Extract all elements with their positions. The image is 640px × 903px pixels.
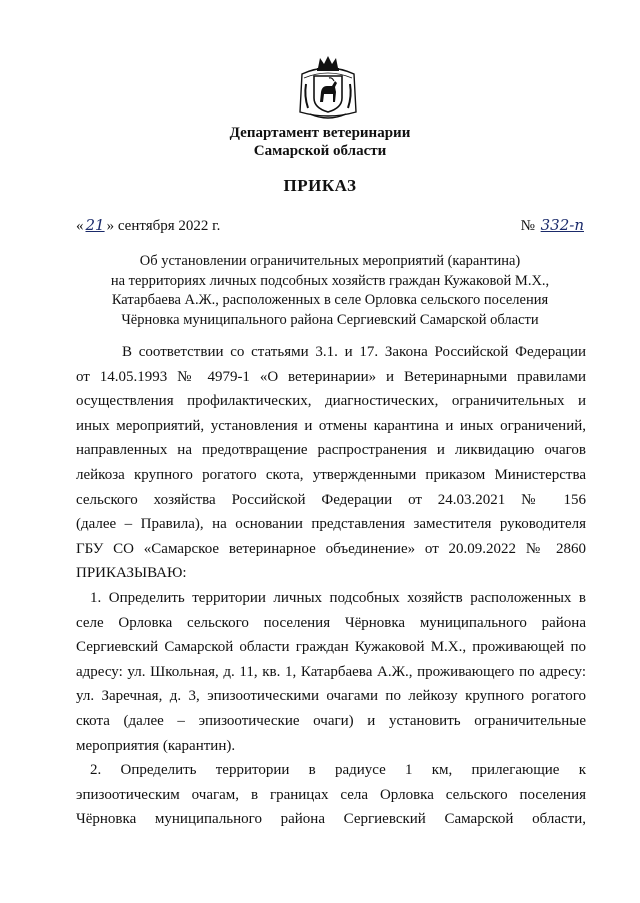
coat-of-arms-icon [296,54,360,122]
text-line: В соответствии со статьями 3.1. и 17. Закона Российской Федерации [122,344,586,360]
text-line: от 14.05.1993 № 4979-1 «О ветеринарии» и Ветеринарными правилами [76,368,586,385]
text-line: 2. Определить территории в радиусе 1 км, прилегающие к [90,762,586,778]
order-number-value: 332-п [540,216,584,234]
text-line: адресу: ул. Школьная, д. 11, кв. 1, Катарбаева А.Ж., проживающего по адресу: [76,663,586,680]
text-line: ул. Заречная, д. 3, эпизоотическими очагами по лейкозу крупного рогатого [76,688,586,705]
text-line: осуществления профилактических, диагностических, ограничительных и [76,393,586,410]
text-line: селе Орловка сельского поселения Чёрновка муниципального района [76,614,586,631]
number-sign: № [520,218,535,234]
subject-line: Катарбаева А.Ж., расположенных в селе Орловка сельского поселения [111,292,549,308]
subject-line: на территориях личных подсобных хозяйств граждан Кужаковой М.Х., [110,272,550,289]
text-line: скота (далее – эпизоотические очаги) и установить ограничительные [76,712,586,729]
text-line: (далее – Правила), на основании представления заместителя руководителя [76,516,586,533]
order-day: 21 [85,216,105,234]
order-number [521,216,586,235]
text-line: иных мероприятий, установления и отмены карантина и иных ограничений, [76,417,586,434]
item-1-paragraph [76,586,586,758]
text-line: сельского хозяйства Российской Федерации от 24.03.2021 № 156 [76,491,586,508]
open-quote: « [76,218,84,234]
close-quote: » [106,218,115,234]
text-line: Чёрновка муниципального района Сергиевский Самарской области, [76,811,586,828]
department-name-line2: Самарской области [253,143,387,159]
text-line: ГБУ СО «Самарское ветеринарное объединение» от 20.09.2022 № 2860 [76,540,586,557]
preamble-paragraph [76,340,586,586]
text-line: Сергиевский Самарской области граждан Кужаковой М.Х., проживающей по [76,639,586,656]
order-subject [60,252,600,330]
item-2-paragraph [76,758,586,832]
text-line: 1. Определить территории личных подсобных хозяйств расположенных в [90,590,586,606]
order-word: ПРИКАЗЫВАЮ: [76,565,187,582]
text-line: направленных на предотвращение распространения и ликвидацию очагов [76,442,586,459]
department-name-line1: Департамент ветеринарии [229,125,411,141]
text-line: лейкоза крупного рогатого скота, утвержденными приказом Министерства [76,466,586,483]
subject-line: Чёрновка муниципального района Сергиевский Самарской области [121,311,539,328]
text-line: мероприятия (карантин). [76,737,236,754]
text-line: эпизоотическим очагам, в границах села Орловка сельского поселения [76,786,586,803]
document-title: ПРИКАЗ [283,176,357,195]
order-date [76,216,220,235]
subject-line: Об установлении ограничительных мероприятий (карантина) [139,253,521,269]
order-month-year: сентября 2022 г. [117,218,221,234]
date-number-line [76,216,586,236]
